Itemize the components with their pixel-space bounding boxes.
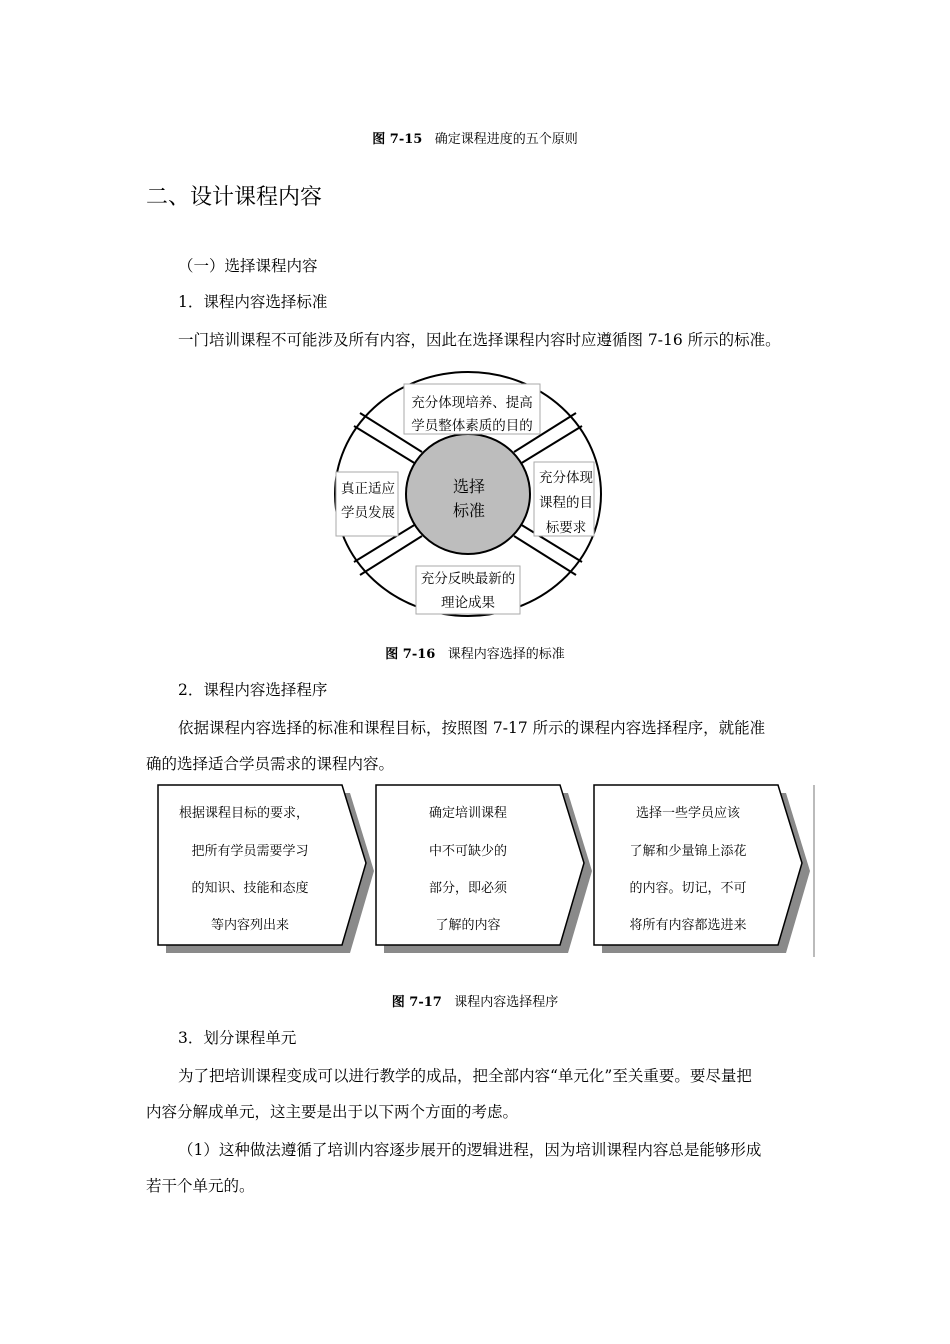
step-3-text-2: 了解和少量锦上添花 bbox=[629, 844, 747, 859]
step-1-text-4: 等内容列出来 bbox=[210, 918, 290, 933]
paragraph-3-line-1: 为了把培训课程变成可以进行教学的成品，把全部内容“单元化”至关重要。要尽量把 bbox=[178, 1067, 752, 1085]
figure-label: 图 7-15 bbox=[372, 132, 423, 147]
figure-label: 图 7-16 bbox=[385, 647, 436, 662]
paragraph-4-line-2: 若干个单元的。 bbox=[146, 1177, 255, 1195]
figure-title: 课程内容选择程序 bbox=[454, 995, 559, 1010]
figure-7-16-caption bbox=[0, 643, 950, 662]
step-1-text-3: 的知识、技能和态度 bbox=[191, 881, 309, 896]
subsection-title: （一）选择课程内容 bbox=[178, 257, 318, 275]
figure-title: 课程内容选择的标准 bbox=[447, 647, 565, 662]
left-text-2: 学员发展 bbox=[341, 505, 395, 521]
figure-title: 确定课程进度的五个原则 bbox=[434, 132, 578, 147]
item-2-title: 2．课程内容选择程序 bbox=[178, 681, 328, 699]
step-3-text-4: 将所有内容都选进来 bbox=[629, 918, 747, 933]
item-3-title: 3．划分课程单元 bbox=[178, 1029, 297, 1047]
left-text-1: 真正适应 bbox=[341, 481, 395, 497]
step-2-text-4: 了解的内容 bbox=[435, 918, 501, 933]
criteria-circle-svg bbox=[330, 366, 606, 622]
center-text-2: 标准 bbox=[452, 501, 486, 520]
paragraph-2-line-1: 依据课程内容选择的标准和课程目标，按照图 7-17 所示的课程内容选择程序，就能准 bbox=[178, 719, 766, 737]
section-heading: 二、设计课程内容 bbox=[146, 185, 323, 210]
step-1-text-2: 把所有学员需要学习 bbox=[191, 844, 309, 859]
selection-procedure-flow bbox=[150, 783, 820, 967]
figure-7-17-caption bbox=[0, 991, 950, 1010]
step-3-text-3: 的内容。切记，不可 bbox=[629, 881, 747, 896]
step-2-text-2: 中不可缺少的 bbox=[428, 844, 508, 859]
center-text-1: 选择 bbox=[452, 477, 486, 496]
step-3-text-1: 选择一些学员应该 bbox=[635, 806, 741, 821]
right-text-1: 充分体现 bbox=[539, 470, 593, 486]
step-2-text-1: 确定培训课程 bbox=[428, 806, 508, 821]
item-1-title: 1．课程内容选择标准 bbox=[178, 293, 328, 311]
flow-svg bbox=[150, 783, 820, 963]
figure-7-15-caption bbox=[0, 128, 950, 147]
right-text-2: 课程的目 bbox=[539, 495, 593, 511]
step-1-text-1: 根据课程目标的要求， bbox=[178, 806, 310, 821]
top-text-2: 学员整体素质的目的 bbox=[411, 418, 533, 434]
selection-criteria-diagram bbox=[330, 366, 606, 626]
bottom-text-2: 理论成果 bbox=[441, 595, 495, 611]
step-2-text-3: 部分，即必须 bbox=[428, 881, 508, 896]
bottom-text-1: 充分反映最新的 bbox=[420, 571, 516, 587]
paragraph-1: 一门培训课程不可能涉及所有内容，因此在选择课程内容时应遵循图 7-16 所示的标准。 bbox=[178, 331, 781, 349]
paragraph-3-line-2: 内容分解成单元，这主要是出于以下两个方面的考虑。 bbox=[146, 1103, 519, 1121]
paragraph-4-line-1: （1）这种做法遵循了培训内容逐步展开的逻辑进程，因为培训课程内容总是能够形成 bbox=[178, 1141, 762, 1159]
right-text-3: 标要求 bbox=[545, 520, 587, 536]
top-text-1: 充分体现培养、提高 bbox=[411, 395, 533, 411]
paragraph-2-line-2: 确的选择适合学员需求的课程内容。 bbox=[146, 755, 395, 773]
figure-label: 图 7-17 bbox=[391, 995, 442, 1010]
